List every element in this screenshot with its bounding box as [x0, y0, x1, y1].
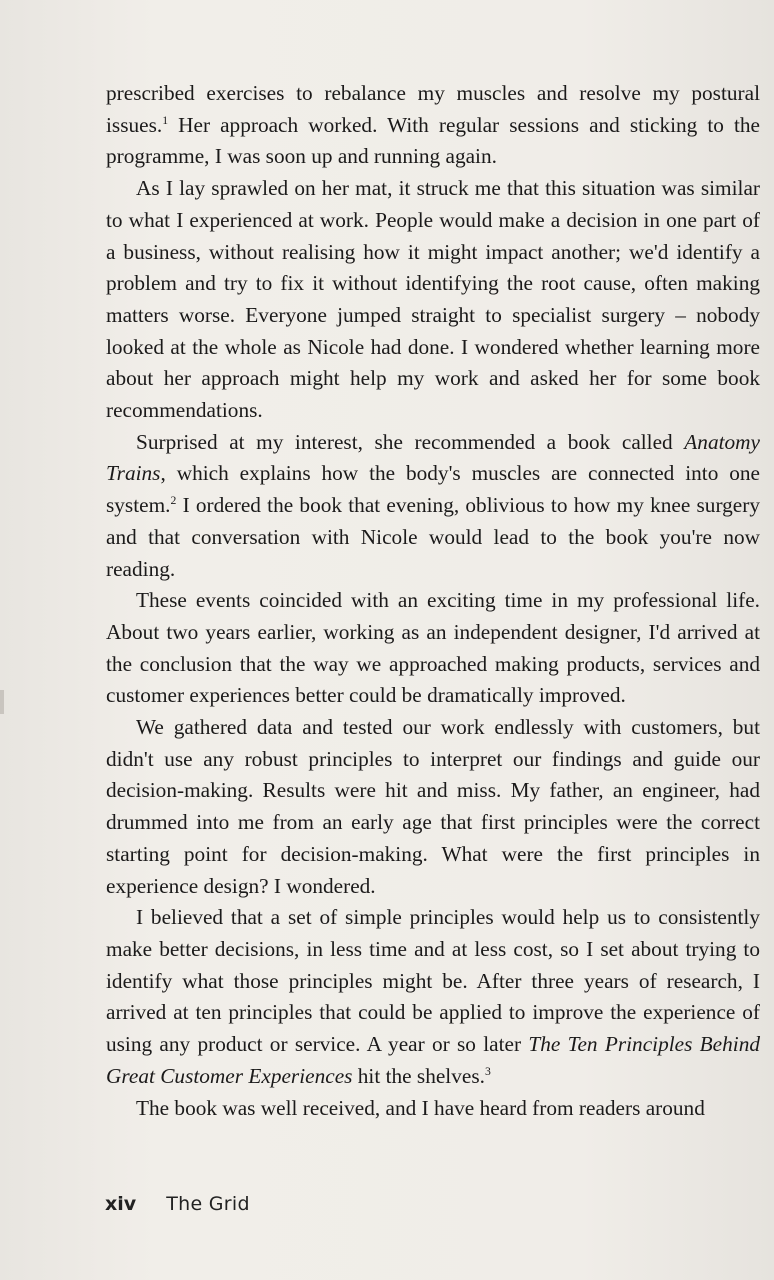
text-run: These events coincided with an exciting time in my professional life. About two years earlier, working as an independent designer, I'd arrived at the conclusion that the way we approached making products, services and customer experiences better could be dramatically improved. — [106, 588, 760, 708]
text-run: As I lay sprawled on her mat, it struck me that this situation was similar to what I experienced at work. People would make a decision in one part of a business, without realising how it might impact another; we'd identify a problem and try to fix it without identifying the root cause, often making matters worse. Everyone jumped straight to specialist surgery – nobody looked at the whole as Nicole had done. I wondered whether learning more about her approach might help my work and asked her for some book recommendations. — [106, 176, 760, 423]
body-text — [106, 78, 760, 1124]
running-title: The Grid — [166, 1193, 250, 1215]
book-title-italic: Anatomy Trains — [106, 429, 760, 486]
text-run: prescribed exercises to rebalance my muscles and resolve my postural issues. — [106, 81, 760, 137]
footnote-ref: 2 — [170, 493, 177, 507]
text-run: Her approach worked. With regular sessions and sticking to the programme, I was soon up and running again. — [106, 112, 760, 169]
page-edge-mark — [0, 690, 4, 714]
paragraph — [106, 427, 760, 586]
text-run: hit the shelves. — [352, 1063, 485, 1088]
paragraph — [106, 1093, 760, 1125]
text-run: I ordered the book that evening, oblivious to how my knee surgery and that conversation with Nicole would lead to the book you're now reading. — [106, 493, 760, 581]
footnote-ref: 1 — [162, 113, 169, 127]
paragraph — [106, 902, 760, 1092]
page-number: xiv — [105, 1193, 137, 1215]
text-run: The book was well received, and I have heard from readers around — [136, 1095, 705, 1120]
text-run: I believed that a set of simple principles would help us to consistently make better decisions, in less time and at less cost, so I set about trying to identify what those principles might be. After three years of research, I arrived at ten principles that could be applied to improve the experience of using any product or service. A year or so later — [106, 905, 760, 1057]
paragraph — [106, 173, 760, 427]
text-run: Surprised at my interest, she recommended a book called — [136, 429, 685, 454]
text-run: We gathered data and tested our work endlessly with customers, but didn't use any robust principles to interpret our findings and guide our decision-making. Results were hit and miss. My father, an engineer, had drummed into me from an early age that first principles were the correct starting point for decision-making. What were the first principles in experience design? I wondered. — [106, 715, 760, 898]
paragraph — [106, 712, 760, 902]
book-title-italic: The Ten Principles Behind Great Customer Experiences — [106, 1032, 760, 1088]
text-run: , which explains how the body's muscles are connected into one system. — [106, 461, 760, 518]
page-footer — [105, 1193, 250, 1215]
paragraph — [106, 78, 760, 173]
footnote-ref: 3 — [484, 1064, 491, 1078]
paragraph — [106, 585, 760, 712]
